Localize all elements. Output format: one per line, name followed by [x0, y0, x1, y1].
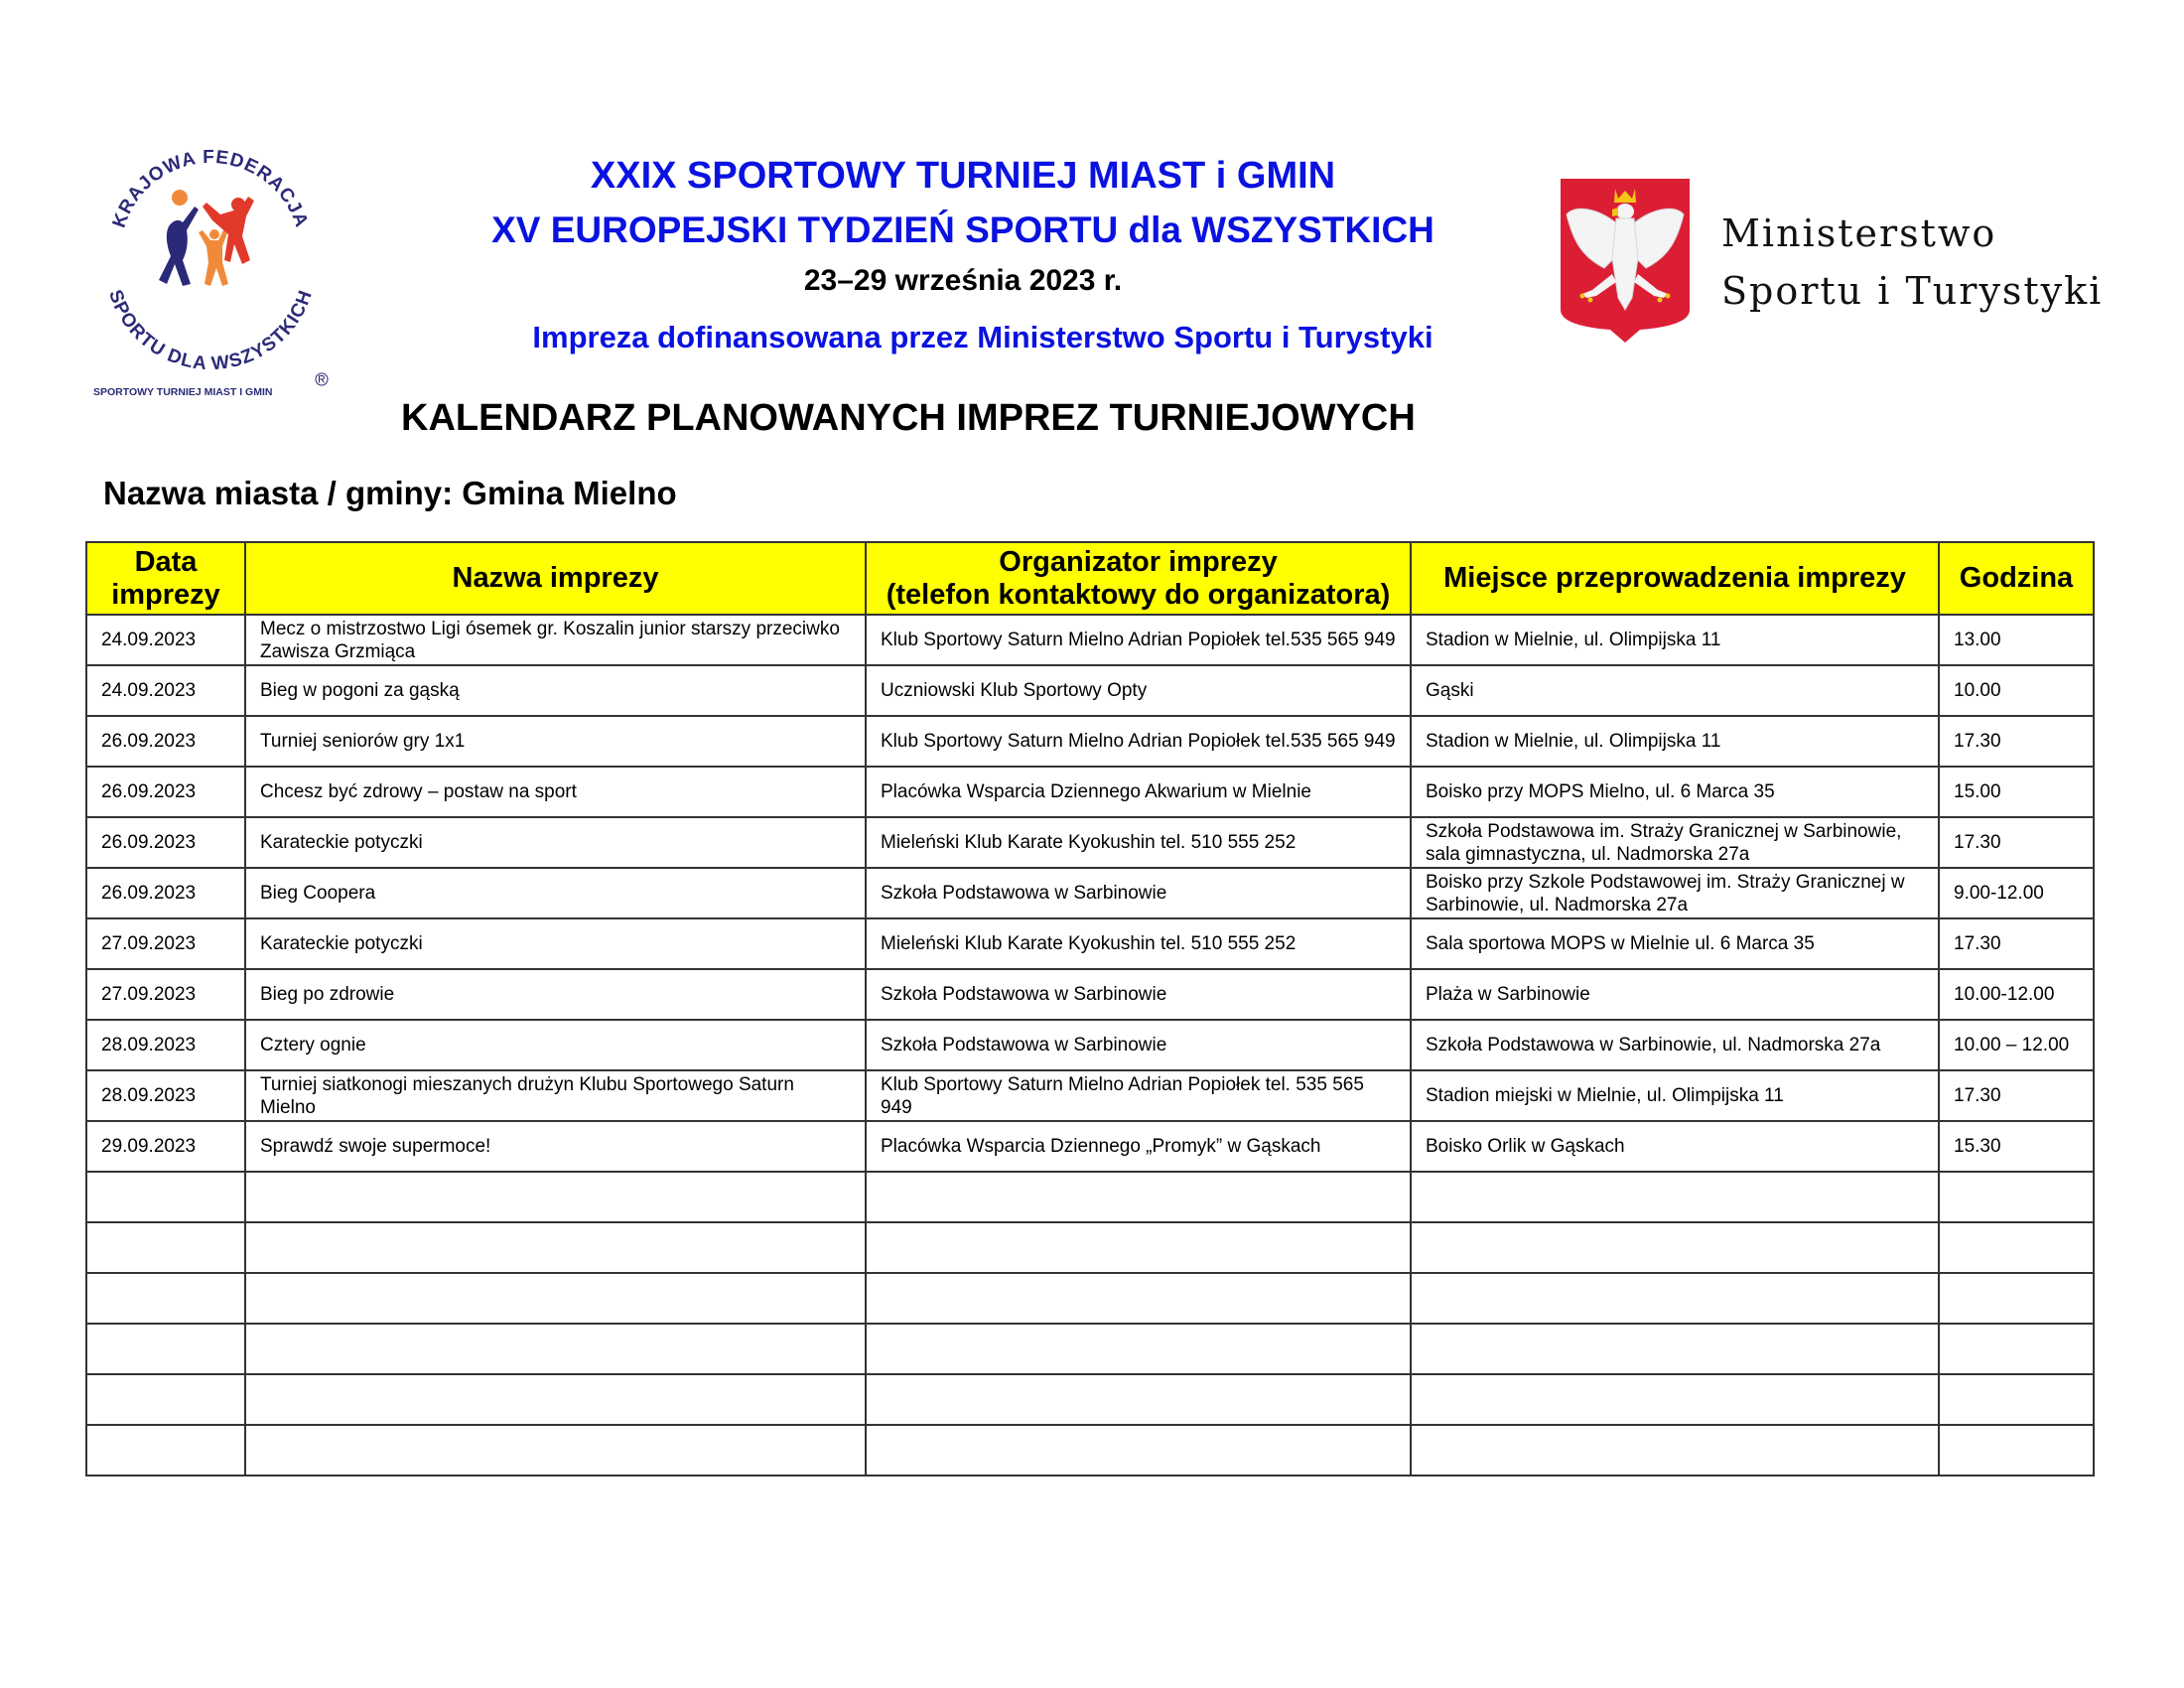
logo-arc-bottom: SPORTU DLA WSZYSTKICH — [103, 287, 318, 375]
city-label: Nazwa miasta / gminy: — [103, 475, 454, 511]
cell-time: 9.00-12.00 — [1939, 868, 2094, 918]
cell-organizer — [866, 1425, 1411, 1476]
table-header-row — [86, 542, 2094, 615]
cell-name — [245, 1222, 866, 1273]
column-header-place: Miejsce przeprowadzenia imprezy — [1411, 542, 1939, 615]
cell-place: Szkoła Podstawowa w Sarbinowie, ul. Nadmorska 27a — [1411, 1020, 1939, 1070]
cell-organizer: Szkoła Podstawowa w Sarbinowie — [866, 868, 1411, 918]
cell-date: 26.09.2023 — [86, 868, 245, 918]
table-row-empty — [86, 1273, 2094, 1324]
cell-place: Stadion miejski w Mielnie, ul. Olimpijska 11 — [1411, 1070, 1939, 1121]
cell-name — [245, 1374, 866, 1425]
cell-name — [245, 1172, 866, 1222]
figure-red-head-icon — [231, 198, 245, 211]
cell-place: Boisko przy MOPS Mielno, ul. 6 Marca 35 — [1411, 767, 1939, 817]
cell-organizer — [866, 1324, 1411, 1374]
table-row — [86, 817, 2094, 868]
cell-time — [1939, 1425, 2094, 1476]
cell-time: 17.30 — [1939, 1070, 2094, 1121]
cell-date: 24.09.2023 — [86, 665, 245, 716]
cell-time: 17.30 — [1939, 918, 2094, 969]
ministry-name — [1721, 205, 2103, 320]
cell-organizer — [866, 1222, 1411, 1273]
header-subtitle: XV EUROPEJSKI TYDZIEŃ SPORTU dla WSZYSTKICH — [491, 210, 1434, 250]
cell-place: Szkoła Podstawowa im. Straży Granicznej w Sarbinowie, sala gimnastyczna, ul. Nadmorska 27a — [1411, 817, 1939, 868]
cell-date: 29.09.2023 — [86, 1121, 245, 1172]
cell-place — [1411, 1222, 1939, 1273]
cell-date: 26.09.2023 — [86, 716, 245, 767]
table-row — [86, 868, 2094, 918]
cell-time — [1939, 1324, 2094, 1374]
city-line — [103, 475, 677, 512]
logo-caption: SPORTOWY TURNIEJ MIAST I GMIN — [93, 386, 273, 398]
cell-place — [1411, 1324, 1939, 1374]
cell-time: 15.00 — [1939, 767, 2094, 817]
table-row-empty — [86, 1425, 2094, 1476]
cell-place: Boisko przy Szkole Podstawowej im. Straży Granicznej w Sarbinowie, ul. Nadmorska 27a — [1411, 868, 1939, 918]
column-header-time: Godzina — [1939, 542, 2094, 615]
cell-date: 28.09.2023 — [86, 1070, 245, 1121]
cell-place: Plaża w Sarbinowie — [1411, 969, 1939, 1020]
table-row-empty — [86, 1324, 2094, 1374]
cell-organizer: Szkoła Podstawowa w Sarbinowie — [866, 1020, 1411, 1070]
cell-organizer — [866, 1172, 1411, 1222]
cell-organizer: Placówka Wsparcia Dziennego Akwarium w Mielnie — [866, 767, 1411, 817]
cell-organizer: Placówka Wsparcia Dziennego „Promyk” w Gąskach — [866, 1121, 1411, 1172]
cell-date: 26.09.2023 — [86, 767, 245, 817]
column-header-date-line1: Data — [134, 545, 198, 578]
figure-navy-icon — [159, 207, 199, 286]
column-header-organizer-line2: (telefon kontaktowy do organizatora) — [886, 578, 1391, 611]
cell-date: 27.09.2023 — [86, 918, 245, 969]
column-header-name: Nazwa imprezy — [245, 542, 866, 615]
cell-name: Mecz o mistrzostwo Ligi ósemek gr. Koszalin junior starszy przeciwko Zawisza Grzmiąca — [245, 615, 866, 665]
header-funding: Impreza dofinansowana przez Ministerstwo Sportu i Turystyki — [532, 320, 1433, 354]
cell-time — [1939, 1172, 2094, 1222]
cell-date: 28.09.2023 — [86, 1020, 245, 1070]
cell-name: Sprawdź swoje supermoce! — [245, 1121, 866, 1172]
ball-icon — [172, 190, 188, 206]
calendar-title: KALENDARZ PLANOWANYCH IMPREZ TURNIEJOWYCH — [401, 397, 1416, 439]
cell-place — [1411, 1425, 1939, 1476]
cell-name: Bieg Coopera — [245, 868, 866, 918]
cell-name: Bieg w pogoni za gąską — [245, 665, 866, 716]
cell-organizer: Mieleński Klub Karate Kyokushin tel. 510 555 252 — [866, 918, 1411, 969]
cell-time — [1939, 1222, 2094, 1273]
table-row — [86, 615, 2094, 665]
cell-time: 15.30 — [1939, 1121, 2094, 1172]
cell-time: 13.00 — [1939, 615, 2094, 665]
column-header-date-line2: imprezy — [111, 578, 220, 611]
cell-date: 26.09.2023 — [86, 817, 245, 868]
cell-time: 17.30 — [1939, 817, 2094, 868]
cell-organizer: Klub Sportowy Saturn Mielno Adrian Popiołek tel.535 565 949 — [866, 615, 1411, 665]
cell-name — [245, 1324, 866, 1374]
column-header-date — [86, 542, 245, 615]
cell-date: 27.09.2023 — [86, 969, 245, 1020]
cell-organizer: Mieleński Klub Karate Kyokushin tel. 510 555 252 — [866, 817, 1411, 868]
cell-name — [245, 1425, 866, 1476]
table-row-empty — [86, 1172, 2094, 1222]
column-header-organizer — [866, 542, 1411, 615]
cell-organizer: Klub Sportowy Saturn Mielno Adrian Popiołek tel. 535 565 949 — [866, 1070, 1411, 1121]
cell-organizer: Klub Sportowy Saturn Mielno Adrian Popiołek tel.535 565 949 — [866, 716, 1411, 767]
cell-name: Turniej seniorów gry 1x1 — [245, 716, 866, 767]
header-title: XXIX SPORTOWY TURNIEJ MIAST i GMIN — [590, 155, 1336, 197]
svg-text:KRAJOWA FEDERACJA — [109, 147, 313, 230]
cell-organizer — [866, 1273, 1411, 1324]
cell-name: Chcesz być zdrowy – postaw na sport — [245, 767, 866, 817]
cell-date — [86, 1172, 245, 1222]
table-row — [86, 665, 2094, 716]
column-header-organizer-line1: Organizator imprezy — [999, 545, 1278, 578]
cell-name: Bieg po zdrowie — [245, 969, 866, 1020]
cell-date — [86, 1273, 245, 1324]
cell-time — [1939, 1374, 2094, 1425]
table-row — [86, 918, 2094, 969]
cell-name — [245, 1273, 866, 1324]
cell-organizer: Szkoła Podstawowa w Sarbinowie — [866, 969, 1411, 1020]
cell-place: Boisko Orlik w Gąskach — [1411, 1121, 1939, 1172]
cell-name: Turniej siatkonogi mieszanych drużyn Klubu Sportowego Saturn Mielno — [245, 1070, 866, 1121]
table-row — [86, 1020, 2094, 1070]
cell-time: 17.30 — [1939, 716, 2094, 767]
ministry-emblem — [1561, 179, 1690, 343]
cell-place: Stadion w Mielnie, ul. Olimpijska 11 — [1411, 615, 1939, 665]
cell-date — [86, 1222, 245, 1273]
registered-mark-icon — [316, 373, 328, 385]
cell-date: 24.09.2023 — [86, 615, 245, 665]
ministry-name-line2: Sportu i Turystyki — [1721, 269, 2104, 313]
cell-place: Sala sportowa MOPS w Mielnie ul. 6 Marca 35 — [1411, 918, 1939, 969]
cell-place — [1411, 1273, 1939, 1324]
table-row — [86, 1070, 2094, 1121]
table-row-empty — [86, 1222, 2094, 1273]
logo-arc-top: KRAJOWA FEDERACJA — [108, 146, 313, 231]
table-row — [86, 767, 2094, 817]
eagle-emblem-icon — [1561, 179, 1690, 343]
city-value: Gmina Mielno — [462, 475, 677, 511]
cell-date — [86, 1425, 245, 1476]
cell-date — [86, 1374, 245, 1425]
figure-orange-head-icon — [209, 229, 219, 239]
cell-time: 10.00-12.00 — [1939, 969, 2094, 1020]
table-row-empty — [86, 1374, 2094, 1425]
cell-name: Cztery ognie — [245, 1020, 866, 1070]
cell-date — [86, 1324, 245, 1374]
svg-text:SPORTU DLA WSZYSTKICH — [104, 287, 317, 374]
cell-organizer — [866, 1374, 1411, 1425]
cell-time: 10.00 – 12.00 — [1939, 1020, 2094, 1070]
cell-time — [1939, 1273, 2094, 1324]
cell-place — [1411, 1374, 1939, 1425]
header-dates: 23–29 września 2023 r. — [803, 264, 1123, 297]
cell-name: Karateckie potyczki — [245, 817, 866, 868]
cell-place: Stadion w Mielnie, ul. Olimpijska 11 — [1411, 716, 1939, 767]
ministry-name-line1: Ministerstwo — [1721, 211, 1997, 255]
table-row — [86, 969, 2094, 1020]
cell-time: 10.00 — [1939, 665, 2094, 716]
table-body — [86, 615, 2094, 1476]
cell-organizer: Uczniowski Klub Sportowy Opty — [866, 665, 1411, 716]
table-row — [86, 1121, 2094, 1172]
cell-place: Gąski — [1411, 665, 1939, 716]
events-table — [85, 541, 2095, 1477]
table-row — [86, 716, 2094, 767]
federation-logo-graphic — [91, 135, 330, 398]
cell-place — [1411, 1172, 1939, 1222]
cell-name: Karateckie potyczki — [245, 918, 866, 969]
federation-logo — [91, 135, 330, 398]
